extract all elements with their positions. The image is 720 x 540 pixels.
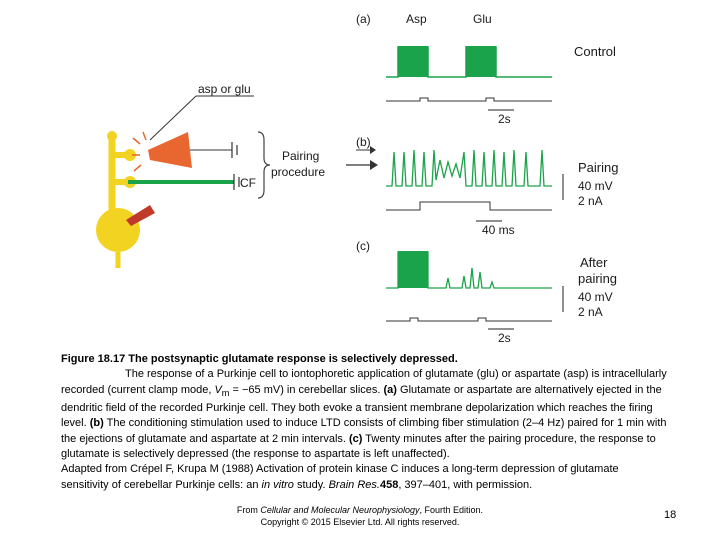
burst-fill-asp-a xyxy=(398,46,428,77)
caption-c-label: (c) xyxy=(349,432,363,445)
burst-fill-glu-a xyxy=(466,46,496,77)
iontophoretic-pipette xyxy=(148,132,192,168)
burst-fill-asp-c xyxy=(398,251,428,288)
trace-row-c xyxy=(386,251,563,329)
scale-time-c: 2s xyxy=(498,331,511,345)
stimulus-trace-b xyxy=(386,202,552,210)
page-number: 18 xyxy=(664,509,677,521)
footer-edition: , Fourth Edition. xyxy=(419,505,484,515)
panel-label-c: (c) xyxy=(356,239,370,253)
caption-body xyxy=(61,367,667,462)
ref-journal: Brain Res. xyxy=(328,478,380,491)
ref-volume: 458 xyxy=(379,478,399,491)
ref-italic: in vitro xyxy=(261,478,294,491)
purkinje-soma xyxy=(96,208,140,252)
footer-line1 xyxy=(200,504,520,516)
pipette-spark-4 xyxy=(143,132,146,140)
caption-vm: V xyxy=(214,383,222,396)
caption-vm-sub: m xyxy=(221,387,230,398)
scale-current-b: 2 nA xyxy=(578,194,603,208)
caption-reference xyxy=(61,462,667,493)
footer-book-title: Cellular and Molecular Neurophysiology xyxy=(260,505,420,515)
label-after-pairing-line1: After xyxy=(580,255,608,270)
label-cf: CF xyxy=(240,176,256,190)
panel-label-a: (a) xyxy=(356,12,371,26)
scale-time-a: 2s xyxy=(498,112,511,126)
caption-title: Figure 18.17 The postsynaptic glutamate response is selectively depressed. xyxy=(61,353,458,365)
asp-or-glu-pointer xyxy=(150,96,196,140)
trace-row-a xyxy=(386,46,552,110)
label-asp: Asp xyxy=(406,12,427,26)
panel-label-b: (b) xyxy=(356,135,371,149)
pairing-brace xyxy=(258,132,270,198)
voltage-trace-b xyxy=(386,150,552,186)
scale-voltage-b: 40 mV xyxy=(578,179,613,193)
label-pairing: Pairing xyxy=(578,160,619,175)
footer-from: From xyxy=(236,505,261,515)
footer-credit xyxy=(200,504,520,528)
arrow-b-head xyxy=(370,146,376,154)
ref-part3: , 397–401, with permission. xyxy=(398,478,533,491)
scale-current-c: 2 nA xyxy=(578,305,603,319)
caption-s1b: = −65 mV) in cerebellar slices. xyxy=(229,383,384,396)
label-after-pairing-line2: pairing xyxy=(578,271,618,286)
pipette-spark-3 xyxy=(134,165,141,171)
caption-indent xyxy=(61,368,125,380)
label-asp-or-glu: asp or glu xyxy=(198,82,251,96)
caption-a-label: (a) xyxy=(383,383,397,396)
label-pairing-line2: procedure xyxy=(271,165,326,179)
pipette-spark-1 xyxy=(133,138,140,144)
stimulus-trace-a xyxy=(386,98,552,101)
caption-b-text: The conditioning stimulation used to induce LTD consists of climbing fiber stimulation (2–4 Hz) paired for 1 min with the ejections of glutamate and aspartate at 2 min intervals. xyxy=(61,417,667,445)
dendritic-spine-3 xyxy=(107,131,117,141)
ref-part2: study. xyxy=(293,478,329,491)
caption-a-text: Glutamate or aspartate are alternatively ejected in the dendritic field of the recorded Purkinje cell. They both evoke a transient membrane depolarization which reaches the firing level. xyxy=(61,383,662,430)
caption-b-label: (b) xyxy=(89,417,104,430)
arrow-pairing-head xyxy=(370,160,378,170)
ref-part1: Adapted from Crépel F, Krupa M (1988) Activation of protein kinase C induces a long-term depression of glutamate sensitivity of cerebellar Purkinje cells: an xyxy=(61,463,619,491)
caption-s1: The response of a Purkinje cell to iontophoretic application of glutamate (glu) or aspartate (asp) is intracellularly recorded (current clamp mode, xyxy=(61,368,667,396)
label-control: Control xyxy=(574,44,616,59)
scale-time-b: 40 ms xyxy=(482,223,515,237)
figure-caption xyxy=(61,352,667,493)
purkinje-cell-diagram xyxy=(96,96,378,268)
stimulus-trace-c xyxy=(386,318,552,321)
label-pairing-line1: Pairing xyxy=(282,149,320,163)
caption-c-text: Twenty minutes after the pairing procedure, the response to glutamate is selectively depressed (the response to aspartate is left unaffected). xyxy=(61,432,656,460)
label-glu: Glu xyxy=(473,12,492,26)
footer-copyright: Copyright © 2015 Elsevier Ltd. All rights reserved. xyxy=(260,517,460,527)
trace-row-b xyxy=(386,150,563,221)
scale-voltage-c: 40 mV xyxy=(578,290,613,304)
